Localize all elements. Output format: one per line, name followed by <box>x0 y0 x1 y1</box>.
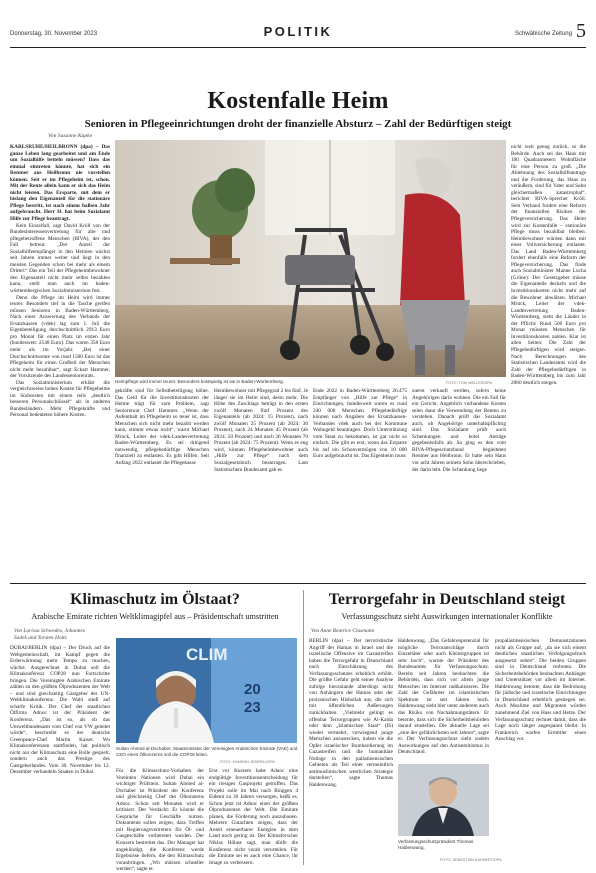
left-paragraph: Für die Klimaschutz-Vorhaben der Vereinten Nationen wird Dubai ein wichtiger Prüfstein. Sultan Ahmed al-Dschaber ist Präsident der Konferenz und gleichzeitig Chef des Ölkonzerns Adnoc. Schon seit Monaten wird er kritisiert. Der Verdacht: Er könnte die Gespräche für Geschäfte nutzen. Dokumente sollen zeigen, dass Treffen mit Regierungsvertretern für Öl- und Gasgeschäfte vorbereitet wurden. Der Konzern bestreitet das. Der Manager hat angekündigt, die Konferenz werde Ergebnisse liefern, die den Klimaschutz voranbringen. „Wir müssen schneller werden“, sagte er. <box>116 768 204 873</box>
section-title: POLITIK <box>263 24 333 39</box>
left-column-3 <box>209 768 298 865</box>
left-photo-credit: FOTO: KAMRAN JEBREILI/DPA <box>220 760 275 764</box>
speaker-photo-illustration <box>116 638 297 743</box>
main-paragraph: gekräfte sind für Selbstbeteiligung höher. Das Geld für die Investitionskosten der Heime trägt für zum Problem, sagt Seniorenrat Chef Hammer. „Wenn der Aufenthalt im Pflegeheim so teuer ist, dass Menschen sich nicht mehr bezahlt werden kann, stimmt etwas nicht“, warnt Michael Mruck, Leiter der vdek-Landesvertretung Baden-Württemberg. Es sei dringend notwendig, pflegebedürftige Menschen finanziell zu entlasten. Es gibt Hilfen. Seit Anfang 2022 entlastet die Pflegekasse <box>115 388 209 467</box>
divider <box>10 583 586 584</box>
main-paragraph: zuerst verkauft werden, sofern keine Angehörigen darin wohnen. Die ein Fall für ein Gericht. Angeblich vorhandene Kosten seien dann die Verwendung der Renten zu verstehen. Danach prüft das Sozialamt auch, ob Angehörige unterhaltspflichtig sind. Das Sozialamt prüft auch Schenkungen und leitet Anträge gegebenenfalls ab. So ging es den vom BIVA-Pflegeschutzbund begleiteten Rentner aus Heilbronn. Er hatte sein Haus vor acht Jahren seinem Sohn überschrieben, der darin lebt. Die Schenkung liege <box>412 388 506 473</box>
left-photo <box>116 638 297 743</box>
left-column-1 <box>10 645 110 865</box>
left-subheadline: Arabische Emirate richten Weltklimagipfel aus – Präsidentschaft umstritten <box>31 612 279 621</box>
main-photo <box>115 140 506 377</box>
main-paragraph: Das Sozialministerium erklärt die vergleichsweise hohen Kosten für Pflegeheime im Südwesten mit einem teils „deutlich besseren Personalschlüssel“ als in anderen Bundesländern. Mehr Pflegekräfte und Personal bedeuteten höhere Kosten. <box>10 379 110 419</box>
left-column-2 <box>116 768 204 873</box>
main-photo-caption: Heimpflege wird immer teurer. Besonders kostspielig ist sie in Baden-Württemberg. <box>115 379 285 384</box>
svg-text:23: 23 <box>244 699 261 716</box>
left-byline <box>14 628 85 642</box>
right-column-1 <box>309 638 393 865</box>
walker-photo-illustration <box>115 140 506 377</box>
main-subheadline: Senioren in Pflegeeinrichtungen droht der finanzielle Absturz – Zahl der Bedürftigen steigt <box>84 118 512 130</box>
main-column-1 <box>10 144 110 577</box>
svg-text:CLIM: CLIM <box>186 645 228 664</box>
left-headline: Klimaschutz im Ölstaat? <box>70 591 240 608</box>
main-column-2 <box>115 388 209 577</box>
right-photo <box>398 764 489 836</box>
paper-name: Schwäbische Zeitung <box>514 31 572 37</box>
left-paragraph: DUBAI/BERLIN (dpa) – Der Druck auf die Weltgemeinschaft, im Kampf gegen die Erderwärmung mehr Tempo zu machen, wächst. Ausgerechnet in Dubai soll die Klimakonferenz COP28 nun Fortschritte bringen. Die Vereinigten Arabischen Emirate zählen zu den größten Ölproduzenten der Welt – und sind gleichzeitig Gastgeber der UN-Weltklimakonferenz. Die Wahl stieß auf scharfe Kritik. Der Chef der staatlichen Ölfirma Adnoc ist der Präsident der Konferenz. „Das ist so, als ob das Umweltbundesamt vom Chef von VW geleitet würde“, beschreibt es der deutsche Greenpeace-Chef Martin Kaiser. Wo Klimakonferenzen stattfinden, hat politisch nicht nur der Klimaschutz eine Rolle gespielt, sondern auch das Prestige des Gastgeberlandes. Vom 30. November bis 12. Dezember verhandeln Staaten in Dubai. <box>10 645 110 776</box>
main-column-5 <box>412 388 506 577</box>
main-paragraph: nicht weit genug zurück, so die Behörde. Auch sei das Haus mit 100 Quadratmetern Wohnfläche für eine Person zu groß. „Die Ablehnung des Sozialhilfeantrags und die Forderung, das Haus zu veräußern, sind für Vater und Sohn gleichermaßen katastrophal“, berichtet BIVA-Sprecher Kröll. Sein Verband fordert eine Reform der finanziellen Risiken der Pflegeversicherung. Das Heim wird zur Kostenfalle – stationäre Pflege muss bezahlbar bleiben. Heimbewohner würden dann mit einer Vollversicherung entlastet. Das Land Baden-Württemberg fordert ebenfalls eine Reform der Pflegeversicherung. Das finde auch Sozialminister Manne Lucha (Grüne): Der Gesetzgeber müsse die Eigenanteile deckeln und die Investitionskosten nicht mehr auf die Bewohner abwälzen. Michael Mruck, Leiter der vdek-Landesvertretung Baden-Württemberg, sieht die Länder in der Pflicht: Rund 500 Euro pro Monat müssten Menschen für Investitionskosten zahlen. Klar ist allen Seiten: Die Zahl der Pflegebedürftigen wird steigen. Nach Berechnungen des Statistischen Landesamts wird die Zahl der Pflegebedürftigen in Baden-Württemberg bis zum Jahr 2060 deutlich steigen. <box>511 144 586 386</box>
right-column-2 <box>398 638 489 762</box>
right-headline: Terrorgefahr in Deutschland steigt <box>328 591 566 608</box>
main-headline: Kostenfalle Heim <box>207 88 389 114</box>
main-column-3 <box>214 388 308 577</box>
right-subheadline: Verfassungsschutz sieht Auswirkungen internationaler Konflikte <box>341 612 553 621</box>
main-intro: KARLSRUHE/HEILBRONN (dpa) – Das ganze Leben lang gearbeitet und am Ende um Sozialhilfe betteln müssen? Dass das einmal eintreten könnte, hat sich ein Rentner aus Heilbronn nie vorstellen können. Seit er im Pflegeheim ist, schon. Mit der Rente allein kann er sich das Heim nicht leisten. Das Ersparte, mit dem er bislang den Eigenanteil für die stationäre Pflege bestritt, ist nach einem halben Jahr aufgebraucht. Herr H. hat beim Sozialamt Hilfe zur Pflege beantragt. <box>10 144 110 223</box>
main-column-6 <box>511 144 586 577</box>
column-separator <box>303 590 304 865</box>
main-paragraph: Denn die Pflege im Heim wird immer teurer. Besonders tief in die Tasche greifen müssen Senioren in Baden-Württemberg. Nach einer Auswertung des Verbands der Ersatzkassen (vdek) lag zum 1. Juli die Eigenbeteiligung durchschnittlich 2913 Euro pro Monat für einen Platz im ersten Jahr (bundesweit: 2548 Euro). Das waren 358 Euro mehr als im Vorjahr. „Bei einer Durchschnittsrente von rund 1500 Euro ist das Pflegeheim für einen Großteil der Menschen nicht mehr bezahlbar“, sagt Eckart Hammer, der Vorsitzende des Landesseniorenrats. <box>10 294 110 380</box>
right-byline: Von Anne Beatrice Clasmann <box>311 628 375 634</box>
left-photo-caption: Sultan Ahmed al-Dschaber, Staatsminister der Vereinigten Arabischen Emirate (VAE) und CEO eines Ölkonzerns soll die COP28 leiten. <box>116 746 298 757</box>
issue-date: Donnerstag, 30. November 2023 <box>10 31 98 37</box>
right-paragraph: propalästinensischen Demonstrationen nicht als Gruppe auf, „da sie sich einem deutlichen staatlichen Verfolgungsdruck ausgesetzt sehen“. Die beiden Gruppen sind in Deutschland verboten. Die Sicherheitsbehörden beobachten Anhänger und Unterstützer vor allem im Internet. Haldenwang betonte, dass die Bedrohung für jüdische und israelische Einrichtungen in Deutschland erheblich gestiegen sei. Auch Muslime und Migranten würden zunehmend Ziel von Hass und Hetze. Der Verfassungsschutz rechnet damit, dass die Lage noch länger angespannt bleibt. In Frankreich warfen Ermittler einen Anschlag vor. <box>495 638 586 743</box>
main-paragraph: Kein Einzelfall, sagt David Kröll von der Bundesinteressenvertretung für alte und pflegebetroffene Menschen (BIVA), der den Fall betreut: „Der Anteil der Sozialhilfeempfänger in den Heimen wächst seit Jahren immer weiter und liegt in den meisten Gegenden schon bei mehr als einem Drittel.“ Das ein Teil der Pflegeheimbewohner den Eigenanteil nicht mehr selbst bezahlen kann, stellt man auch im baden-württembergischen Sozialministerium fest. <box>10 222 110 295</box>
right-column-3 <box>495 638 586 865</box>
page-number: 5 <box>576 20 586 42</box>
right-paragraph: BERLIN (dpa) – Der terroristische Angriff der Hamas in Israel und die israelische Offensive im Gazastreifen haben die Terrorgefahr in Deutschland nach Einschätzung des Verfassungsschutzes erheblich erhöht. Die größte Gefahr geht seiner Analyse zufolge hierzulande allerdings nicht von Anhängern der Hamas oder der proiranischen Hisbollah aus, die sich mit öffentlichen Äußerungen zurückhalten. „Vielmehr gelingt es offenbar Terrorgruppen wie Al-Kaida oder dem „Islamischen Staat“ (IS) wieder vermehrt, vorwiegend junge Menschen anzustecken, indem sie die Opfer israelischer Bombardierung im Gazastreifen und die humanitäre Notlage in den palästinensischen Gebieten als Teil einer vermeintlich antimuslimischen westlichen Strategie darstellen“, sagte Thomas Haldenwang. <box>309 638 393 789</box>
main-photo-credit: FOTO: TOM WELLER/DPA <box>446 381 493 385</box>
page-header <box>10 20 586 48</box>
main-byline: Von Susanne Kupke <box>48 133 93 139</box>
right-photo-credit: FOTO: SEBASTIAN KAHNERT/DPA <box>440 858 502 862</box>
left-byline-line: Von Larissa Schwedes, Johannes <box>14 628 85 634</box>
portrait-photo-illustration <box>398 764 489 836</box>
left-byline-line: Sadek und Torsten Holtz <box>14 635 67 641</box>
main-paragraph: Ende 2022 in Baden-Württemberg 26.475 Empfänger von „Hilfe zur Pflege“ in Einrichtungen, bundesweit waren es rund 240 000 Menschen. Pflegebedürftige können nach Angaben des Ersatzkassen-Verbandes vdek auch bei der Kommune Wohngeld beantragen. Doch Unterstützung vom Staat zu bekommen, ist gar nicht so einfach. Die gibt es erst, wenn das Ersparte bis auf ein Schonvermögen von 10 000 Euro aufgebraucht ist. Das Eigenheim muss <box>313 388 407 460</box>
main-column-4 <box>313 388 407 577</box>
left-paragraph: Erst vor Kurzem habe Adnoc eine endgültige Investitionsentscheidung für ein riesiges Gasprojekt getroffen. Das Projekt solle im Mai nach Ringgen 4 Eidemi zu 30 Jahren versorgen, heißt es. Schon jetzt ist Adnoc einer der größten Ölproduzenten der Welt. Die Emirate planen, die Förderung noch auszubauen. Mehrere Gutachten zeigen, dass der Anteil erneuerbarer Energien in dem Land noch gering ist. Der Klimaforscher Niklas Höhne sagt, man dürfe die Konferenz nicht vorab verurteilen. Für die Emirate sei es auch eine Chance, ihr Image zu verbessern. <box>209 768 298 866</box>
right-paragraph: Haldenwang. „Das Gefahrenpotenzial für mögliche Terroranschläge durch Einzeltäter oder auch Kleinstgruppen ist sehr hoch“, warnte der Präsident des Bundesamtes für Verfassungsschutz. Bereits seit Jahren beobachten die Behörden, dass sich vor allem junge Menschen im Internet radikalisieren. Die Zahl der Gefährder im islamistischen Spektrum ist seit Jahren hoch. Haldenwang sieht hier unter anderem auch das Risiko von Nachahmungstätern. Er betonte, dass sich die Sicherheitsbehörden darauf einstellen. Die aktuelle Lage sei „eine der gefährlichsten seit Jahren“, sagte er. Der Verfassungsschutz sieht zudem Auswirkungen auf den Antisemitismus in Deutschland. <box>398 638 489 756</box>
svg-text:20: 20 <box>244 681 261 698</box>
right-photo-caption: Verfassungsschutzpräsident Thomas Haldenwang. <box>398 839 474 850</box>
main-paragraph: Heimbewohner mit Pflegegrad 2 bis fünf. Je länger sie im Heim sind, desto mehr. Die Höhe des Zuschlags beträgt in den ersten zwölf Monaten fünf Prozent des Eigenanteils (ab 2024: 15 Prozent), nach zwölf Monaten 25 Prozent (ab 2024: 30 Prozent), nach 24 Monaten 45 Prozent (ab 2024: 50 Prozent) und nach 36 Monaten 70 Prozent (ab 2024: 75 Prozent). Wenn es eng wird, können Pflegeheimbewohner auch „Hilfe zur Pflege“ nach dem Sozialgesetzbuch beantragen. Laut Statistischem Bundesamt gab es <box>214 388 308 473</box>
